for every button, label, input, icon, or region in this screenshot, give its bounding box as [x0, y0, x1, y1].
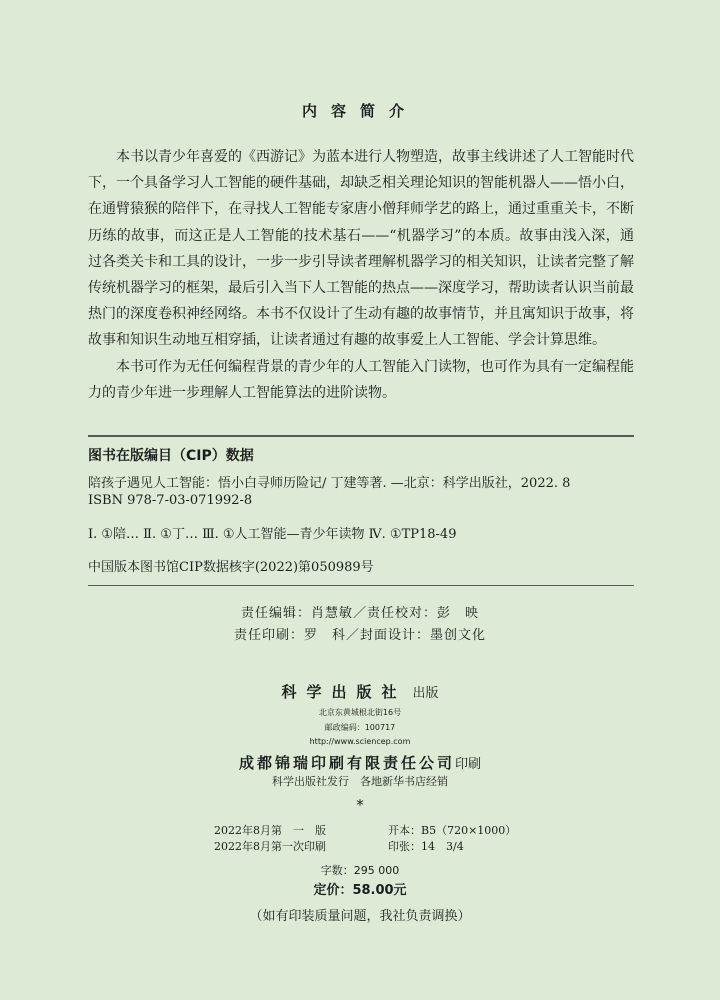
publisher-website: http://www.sciencep.com [309, 737, 411, 746]
format-line: 开本：B5（720×1000） [388, 824, 517, 837]
edition-line: 2022年8月第 一 版 [214, 824, 326, 837]
sheets-line: 印张：14 3/4 [388, 840, 464, 853]
intro-paragraph: 本书以青少年喜爱的《西游记》为蓝本进行人物塑造，故事主线讲述了人工智能时代下，一个具备学习人工智能的硬件基础，却缺乏相关理论知识的智能机器人——悟小白，在通臂猿猴的陪伴下，在寻找人工智能专家唐小僧拜师学艺的路上，通过重重关卡，不断历练的故事，而这正是人工智能的技术基石——“机器学习”的本质。故事由浅入深，通过各类关卡和工具的设计，一步一步引导读者理解机器学习的相关知识，让读者完整了解传统机器学习的框架，最后引入当下人工智能的热点——深度学习，帮助读者认识当前最热门的深度卷积神经网络。本书不仅设计了生动有趣的故事情节，并且寓知识于故事，将故事和知识生动地互相穿插，让读者通过有趣的故事爱上人工智能、学会计算思维。 [88, 149, 634, 349]
cip-classification: Ⅰ. ①陪… Ⅱ. ①丁… Ⅲ. ①人工智能—青少年读物 Ⅳ. ①TP18-49 [88, 527, 457, 542]
cip-heading: 图书在版编目（CIP）数据 [88, 448, 254, 464]
intro-body [88, 144, 634, 406]
price: 定价：58.00元 [313, 883, 407, 898]
printer-suffix: 印刷 [455, 757, 482, 772]
printing-line: 2022年8月第一次印刷 [214, 840, 326, 853]
separator-asterisk: * [356, 796, 364, 814]
publisher-name: 科学出版社 [281, 683, 407, 701]
publisher-postcode: 邮政编码：100717 [324, 723, 396, 732]
word-count: 字数：295 000 [320, 864, 400, 877]
publisher-suffix: 出版 [412, 686, 439, 701]
distribution-note: 科学出版社发行 各地新华书店经销 [272, 775, 448, 788]
quality-notice: （如有印装质量问题，我社负责调换） [249, 909, 471, 924]
printer-line [0, 752, 720, 773]
cip-isbn: ISBN 978-7-03-071992-8 [88, 493, 253, 508]
publisher-address: 北京东黄城根北街16号 [318, 708, 402, 717]
cip-bottom-rule [88, 585, 634, 586]
cip-top-rule [88, 435, 634, 437]
cip-record: 陪孩子遇见人工智能：悟小白寻师历险记/ 丁建等著. —北京：科学出版社，2022. 8 [88, 476, 571, 491]
printer-name: 成都锦瑞印刷有限责任公司 [238, 754, 455, 772]
intro-title: 内容简介 [301, 102, 418, 120]
cip-record-number: 中国版本图书馆CIP数据核字(2022)第050989号 [88, 560, 374, 575]
intro-paragraph: 本书可作为无任何编程背景的青少年的人工智能入门读物，也可作为具有一定编程能力的青少年进一步理解人工智能算法的进阶读物。 [88, 358, 634, 401]
credits-editors: 责任编辑：肖慧敏／责任校对：彭 映 [240, 606, 479, 621]
publisher-line [0, 681, 720, 702]
credits-production: 责任印刷：罗 科／封面设计：墨创文化 [233, 628, 486, 643]
